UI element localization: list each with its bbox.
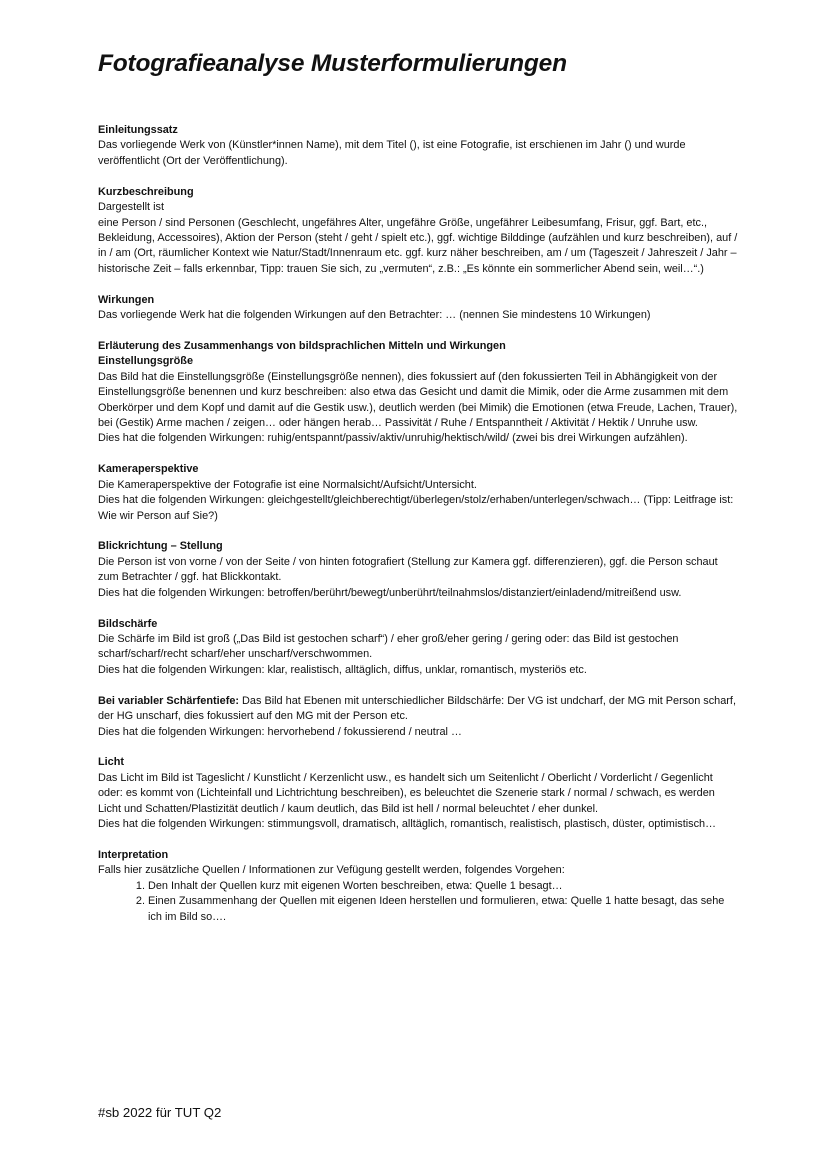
section-subheading: Einstellungsgröße	[98, 355, 194, 368]
section-kurzbeschreibung	[98, 185, 738, 277]
section-text-combined	[98, 694, 738, 725]
section-text: Die Person ist von vorne / von der Seite / von hinten fotografiert (Stellung zur Kamera ggf. differenzieren), ggf. die Person schaut zum Betrachter / ggf. hat Blickkontakt.	[98, 555, 718, 584]
section-blickrichtung	[98, 539, 738, 601]
document-page	[98, 50, 738, 940]
section-heading: Interpretation	[98, 848, 169, 861]
section-heading: Kurzbeschreibung	[98, 185, 194, 198]
inline-text: Das Bild hat Ebenen mit unterschiedlicher Bildschärfe: Der VG ist undcharf, der MG mit Person scharf, der HG unscharf, dies fokussiert auf den MG mit der Person etc.	[98, 694, 736, 723]
section-bildschaerfe	[98, 617, 738, 679]
section-heading: Bildschärfe	[98, 617, 158, 630]
list-item: 1. Den Inhalt der Quellen kurz mit eigenen Worten beschreiben, etwa: Quelle 1 besagt…	[148, 879, 738, 894]
numbered-list	[98, 879, 738, 925]
section-heading: Kameraperspektive	[98, 463, 199, 476]
section-variable-schaerfentiefe	[98, 694, 738, 740]
section-text: Dargestellt ist	[98, 201, 164, 214]
section-text: Die Kameraperspektive der Fotografie ist eine Normalsicht/Aufsicht/Untersicht.	[98, 478, 477, 491]
section-text: Das Bild hat die Einstellungsgröße (Einstellungsgröße nennen), dies fokussiert auf (den fokussierten Teil in Abhängigkeit von der Einstellungsgröße benennen und kurz beschreiben: also etwa das Gesicht und damit die Mimik, oder die Arme zusammen mit dem Oberkörper und dem Kopf und damit auf die Gestik usw.), deutlich werden (bei Mimik) die Emotionen (etwa Freude, Lachen, Trauer), bei (Gestik) Arme machen / zeigen… oder hängen herab… Passivität / Ruhe / Entspanntheit / Aktivität / Hektik / Unruhe usw.	[98, 370, 738, 429]
section-text: Falls hier zusätzliche Quellen / Informationen zur Vefügung gestellt werden, folgendes Vorgehen:	[98, 864, 565, 877]
section-text: Dies hat die folgenden Wirkungen: stimmungsvoll, dramatisch, alltäglich, romantisch, realistisch, plastisch, düster, optimistisch…	[98, 818, 717, 831]
section-einleitung	[98, 123, 738, 169]
section-text: Dies hat die folgenden Wirkungen: gleichgestellt/gleichberechtigt/überlegen/stolz/erhaben/unterlegen/schwach… (Tipp: Leitfrage ist: Wie wir Person auf Sie?)	[98, 494, 734, 522]
section-heading: Einleitungssatz	[98, 124, 178, 136]
section-heading: Wirkungen	[98, 293, 155, 306]
section-text: eine Person / sind Personen (Geschlecht, ungefähres Alter, ungefähre Größe, ungefährer Leibesumfang, Frisur, ggf. Bart, etc., Bekleidung, Accessoires), Aktion der Person (steht / geht / spielt etc.), ggf. wichtige Bilddinge (aufzählen und kurz beschreiben), auf / in / am (Ort, räumlicher Kontext wie Natur/Stadt/Innenraum etc. ggf. kurz näher beschreiben, am / um (Tageszeit / Jahreszeit / Jahr – historische Zeit – falls erkennbar, Tipp: trauen Sie sich, zu „vermuten“, z.B.: „Es könnte ein sommerlicher Abend sein, weil…“.)	[98, 216, 738, 275]
section-heading: Blickrichtung – Stellung	[98, 540, 223, 553]
section-licht	[98, 755, 738, 832]
section-heading: Erläuterung des Zusammenhangs von bildsprachlichen Mitteln und Wirkungen	[98, 339, 506, 352]
section-wirkungen	[98, 293, 738, 324]
inline-bold-label: Bei variabler Schärfentiefe:	[98, 694, 240, 707]
section-text: Dies hat die folgenden Wirkungen: betroffen/berührt/bewegt/unberührt/teilnahmslos/distanziert/einladend/mitreißend usw.	[98, 586, 682, 599]
section-text: Das Licht im Bild ist Tageslicht / Kunstlicht / Kerzenlicht usw., es handelt sich um Seitenlicht / Oberlicht / Vorderlicht / Gegenlicht oder: es kommt von (Lichteinfall und Lichtrichtung beschreiben), es beleuchtet die Szenerie stark / normal / schwach, es werden Licht und Schatten/Plastizität deutlich / kaum deutlich, das Bild ist hell / normal beleuchtet / eher dunkel.	[98, 771, 715, 815]
section-text: Die Schärfe im Bild ist groß („Das Bild ist gestochen scharf“) / eher groß/eher gering / gering oder: das Bild ist gestochen scharf/scharf/recht scharf/eher unscharf/verschwommen.	[98, 632, 679, 661]
page-title: Fotografieanalyse Musterformulierungen	[98, 50, 567, 77]
section-interpretation	[98, 848, 738, 925]
page-footer: #sb 2022 für TUT Q2	[98, 1105, 222, 1120]
section-erlaeuterung	[98, 339, 738, 447]
section-text: Dies hat die folgenden Wirkungen: hervorhebend / fokussierend / neutral …	[98, 725, 462, 738]
section-heading: Licht	[98, 756, 125, 769]
section-text: Dies hat die folgenden Wirkungen: ruhig/entspannt/passiv/aktiv/unruhig/hektisch/wild/ (zwei bis drei Wirkungen aufzählen).	[98, 432, 688, 445]
section-text: Das vorliegende Werk von (Künstler*innen Name), mit dem Titel (), ist eine Fotografie, ist erschienen im Jahr () und wurde veröffentlicht (Ort der Veröffentlichung).	[98, 139, 686, 167]
section-text: Dies hat die folgenden Wirkungen: klar, realistisch, alltäglich, diffus, unklar, romantisch, mysteriös etc.	[98, 663, 587, 676]
section-text: Das vorliegende Werk hat die folgenden Wirkungen auf den Betrachter: … (nennen Sie mindestens 10 Wirkungen)	[98, 309, 651, 322]
section-kameraperspektive	[98, 462, 738, 524]
list-item: 2. Einen Zusammenhang der Quellen mit eigenen Ideen herstellen und formulieren, etwa: Quelle 1 hatte besagt, das sehe ich im Bild so….	[148, 894, 738, 925]
